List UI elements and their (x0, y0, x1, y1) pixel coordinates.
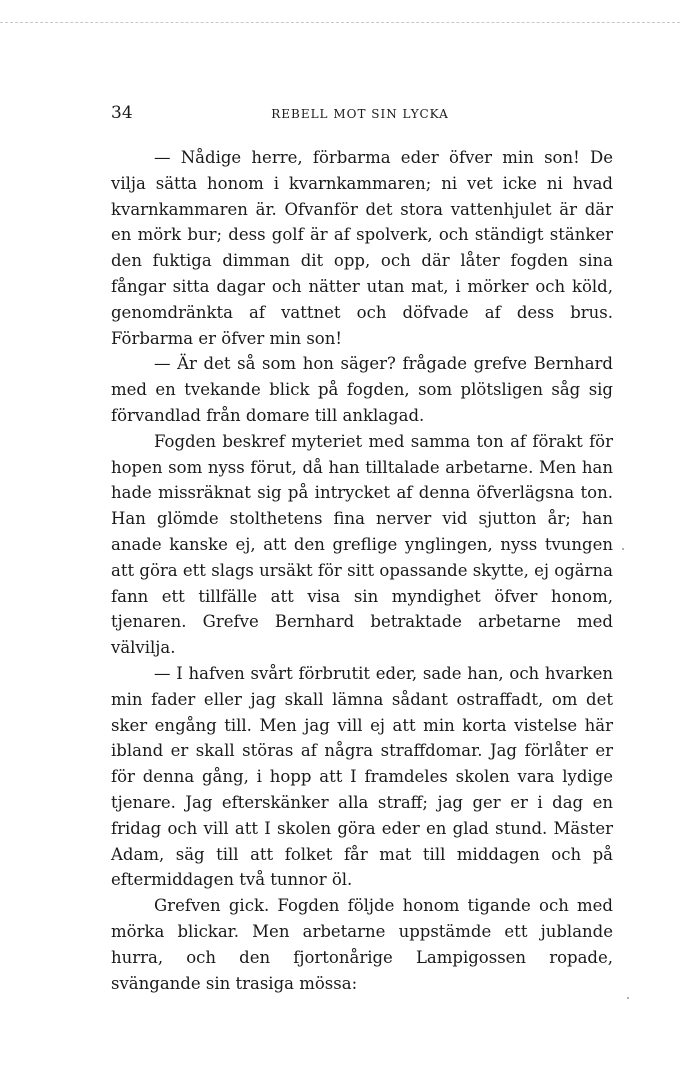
paragraph: Fogden beskref myteriet med samma ton af förakt för hopen som nyss förut, då han tilltalade arbetarne. Men han hade missräknat sig på intrycket af denna öfverlägsna ton. Han glömde stolthetens fina nerver vid sjutton år; han anade kanske ej, att den greflige ynglingen, nyss tvungen att göra ett slags ursäkt för sitt opassande skytte, ej ogärna fann ett tillfälle att visa sin myndighet öfver honom, tjenaren. Grefve Bernhard betraktade arbetarne med välvilja. (111, 431, 613, 658)
paragraph: — Är det så som hon säger? frågade grefve Bernhard med en tvekande blick på fogden, som plötsligen såg sig förvandlad från domare till anklagad. (111, 354, 613, 425)
running-title: REBELL MOT SIN LYCKA (271, 107, 449, 121)
top-scan-edge (0, 22, 680, 23)
page-number: 34 (111, 103, 133, 123)
body-text (111, 145, 613, 996)
scan-speck (622, 548, 624, 550)
scan-speck (627, 997, 629, 999)
paragraph: Grefven gick. Fogden följde honom tigande och med mörka blickar. Men arbetarne uppstämde ett jublande hurra, och den fjortonårige Lampigossen ropade, svängande sin trasiga mössa: (111, 896, 613, 993)
paragraph: — Nådige herre, förbarma eder öfver min son! De vilja sätta honom i kvarnkammaren; ni vet icke ni hvad kvarnkammaren är. Ofvanför det stora vattenhjulet är där en mörk bur; dess golf är af spolverk, och ständigt stänker den fuktiga dimman dit opp, och där låter fogden sina fångar sitta dagar och nätter utan mat, i mörker och köld, genomdränkta af vattnet och döfvade af dess brus. Förbarma er öfver min son! (111, 148, 613, 348)
paragraph: — I hafven svårt förbrutit eder, sade han, och hvarken min fader eller jag skall lämna sådant ostraffadt, om det sker engång till. Men jag vill ej att min korta vistelse här ibland er skall störas af några straffdomar. Jag förlåter er för denna gång, i hopp att I framdeles skolen vara lydige tjenare. Jag efterskänker alla straff; jag ger er i dag en fridag och vill att I skolen göra eder en glad stund. Mäster Adam, säg till att folket får mat till middagen och på eftermiddagen två tunnor öl. (111, 663, 613, 890)
